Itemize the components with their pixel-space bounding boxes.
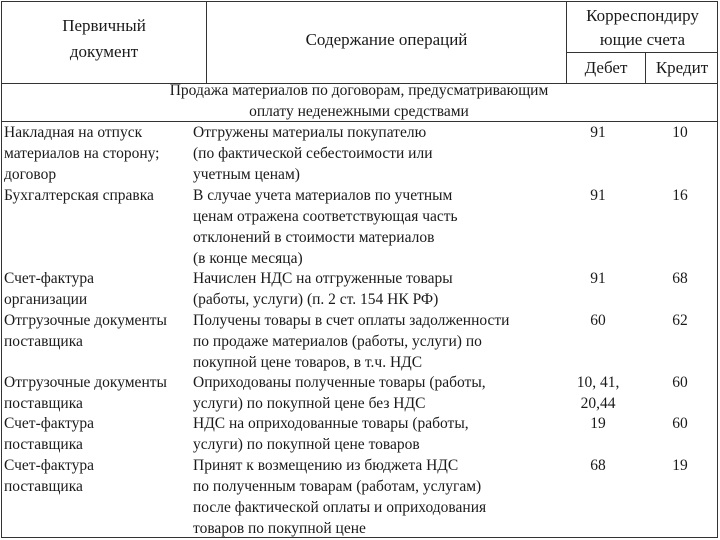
row-1-debit: 91 [590,124,606,141]
row-1-content-line-2: (по фактической себестоимости или [193,145,433,162]
row-2-content-line-4: (в конце месяца) [193,250,303,267]
header-doc-line-1: Первичный [62,16,146,35]
row-5-debit-line-2: 20,44 [580,395,616,412]
row-6-debit: 19 [590,415,606,432]
row-2-debit: 91 [590,187,606,204]
header-doc-line-2: документ [69,42,139,61]
row-3-content-line-2: (работы, услуги) (п. 2 ст. 154 НК РФ) [193,291,439,308]
header-accounts-line-2: ющие счета [599,30,686,49]
header-content: Содержание операций [305,30,468,49]
row-2-content-line-1: В случае учета материалов по учетным [193,187,453,204]
row-6-credit: 60 [672,415,688,432]
header-subdivider [566,52,718,53]
row-5-debit-line-1: 10, 41, [576,374,620,391]
row-3-content-line-1: Начислен НДС на отгруженные товары [193,270,453,287]
row-4-doc-line-1: Отгрузочные документы [4,312,167,329]
header-debit: Дебет [584,58,628,77]
row-7-content-line-2: по полученным товарам (работам, услугам) [193,478,482,495]
row-2-credit: 16 [672,187,688,204]
row-7-doc-line-1: Счет-фактура [4,457,94,474]
row-4-content-line-1: Получены товары в счет оплаты задолженности [193,312,510,329]
row-5-credit: 60 [672,374,688,391]
row-7-content-line-1: Принят к возмещению из бюджета НДС [193,457,459,474]
row-3-credit: 68 [672,270,688,287]
row-6-doc-line-1: Счет-фактура [4,415,94,432]
row-6-doc-line-2: поставщика [4,436,83,453]
section-title-line-2: оплату неденежными средствами [249,103,469,120]
row-7-debit: 68 [590,457,606,474]
row-3-doc-line-1: Счет-фактура [4,270,94,287]
row-1-content-line-3: учетным ценам) [193,166,300,183]
row-1-doc-line-3: договор [4,166,57,183]
row-4-content-line-3: покупной цене товаров, в т.ч. НДС [193,354,423,371]
section-title-line-1: Продажа материалов по договорам, предусматривающим [169,82,549,99]
row-6-content-line-2: услуги) по покупной цене товаров [193,436,420,453]
row-1-doc-line-1: Накладная на отпуск [4,124,143,141]
row-2-doc-line-1: Бухгалтерская справка [4,187,154,204]
row-1-credit: 10 [672,124,688,141]
row-7-credit: 19 [672,457,688,474]
header-accounts-line-1: Корреспондиру [586,6,699,25]
row-2-content-line-2: ценам отражена соответствующая часть [193,208,458,225]
row-1-doc-line-2: материалов на сторону; [4,145,160,162]
row-5-content-line-2: услуги) по покупной цене без НДС [193,395,426,412]
row-1-content-line-1: Отгружены материалы покупателю [193,124,427,141]
row-7-content-line-3: после фактической оплаты и оприходования [193,499,487,516]
header-credit: Кредит [655,58,709,77]
row-5-doc-line-2: поставщика [4,395,83,412]
row-7-doc-line-2: поставщика [4,478,83,495]
row-4-credit: 62 [672,312,688,329]
row-5-content-line-1: Оприходованы полученные товары (работы, [193,374,486,391]
row-4-content-line-2: по продаже материалов (работы, услуги) по [193,333,482,350]
row-5-doc-line-1: Отгрузочные документы [4,374,167,391]
row-4-doc-line-2: поставщика [4,333,83,350]
row-4-debit: 60 [590,312,606,329]
row-3-debit: 91 [590,270,606,287]
row-2-content-line-3: отклонений в стоимости материалов [193,229,435,246]
row-3-doc-line-2: организации [4,291,88,308]
row-6-content-line-1: НДС на оприходованные товары (работы, [193,415,469,432]
row-7-content-line-4: товаров по покупной цене [193,520,366,537]
